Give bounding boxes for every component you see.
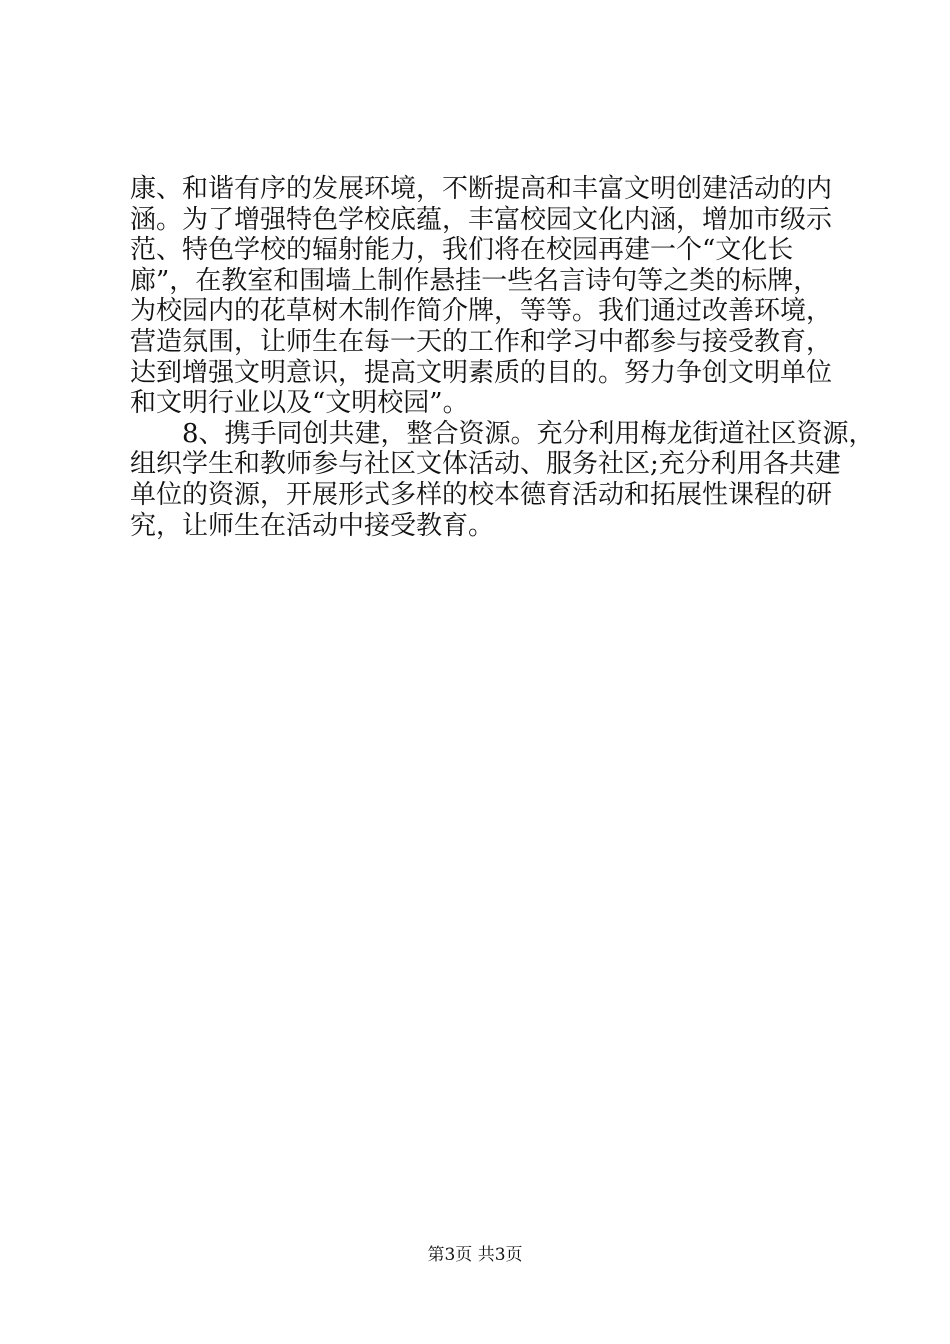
body-line: 范、特色学校的辐射能力，我们将在校园再建一个“文化长 xyxy=(130,235,794,266)
body-line: 为校园内的花草树木制作简介牌，等等。我们通过改善环境， xyxy=(130,296,833,327)
paragraph-start-line: 8、携手同创共建，整合资源。充分利用梅龙街道社区资源， xyxy=(130,418,875,449)
body-line: 单位的资源，开展形式多样的校本德育活动和拓展性课程的研 xyxy=(130,479,833,510)
page-number-footer: 第3页 共3页 xyxy=(427,1245,523,1265)
body-line: 和文明行业以及“文明校园”。 xyxy=(130,388,469,419)
body-line: 廊”，在教室和围墙上制作悬挂一些名言诗句等之类的标牌， xyxy=(130,265,820,296)
body-line: 究，让师生在活动中接受教育。 xyxy=(130,510,495,541)
body-line: 达到增强文明意识，提高文明素质的目的。努力争创文明单位 xyxy=(130,357,833,388)
document-body xyxy=(130,174,875,541)
body-line: 康、和谐有序的发展环境，不断提高和丰富文明创建活动的内 xyxy=(130,174,833,204)
body-line: 组织学生和教师参与社区文体活动、服务社区;充分利用各共建 xyxy=(130,449,841,480)
body-line: 涵。为了增强特色学校底蕴，丰富校园文化内涵，增加市级示 xyxy=(130,204,833,235)
body-line: 营造氛围，让师生在每一天的工作和学习中都参与接受教育， xyxy=(130,326,833,357)
